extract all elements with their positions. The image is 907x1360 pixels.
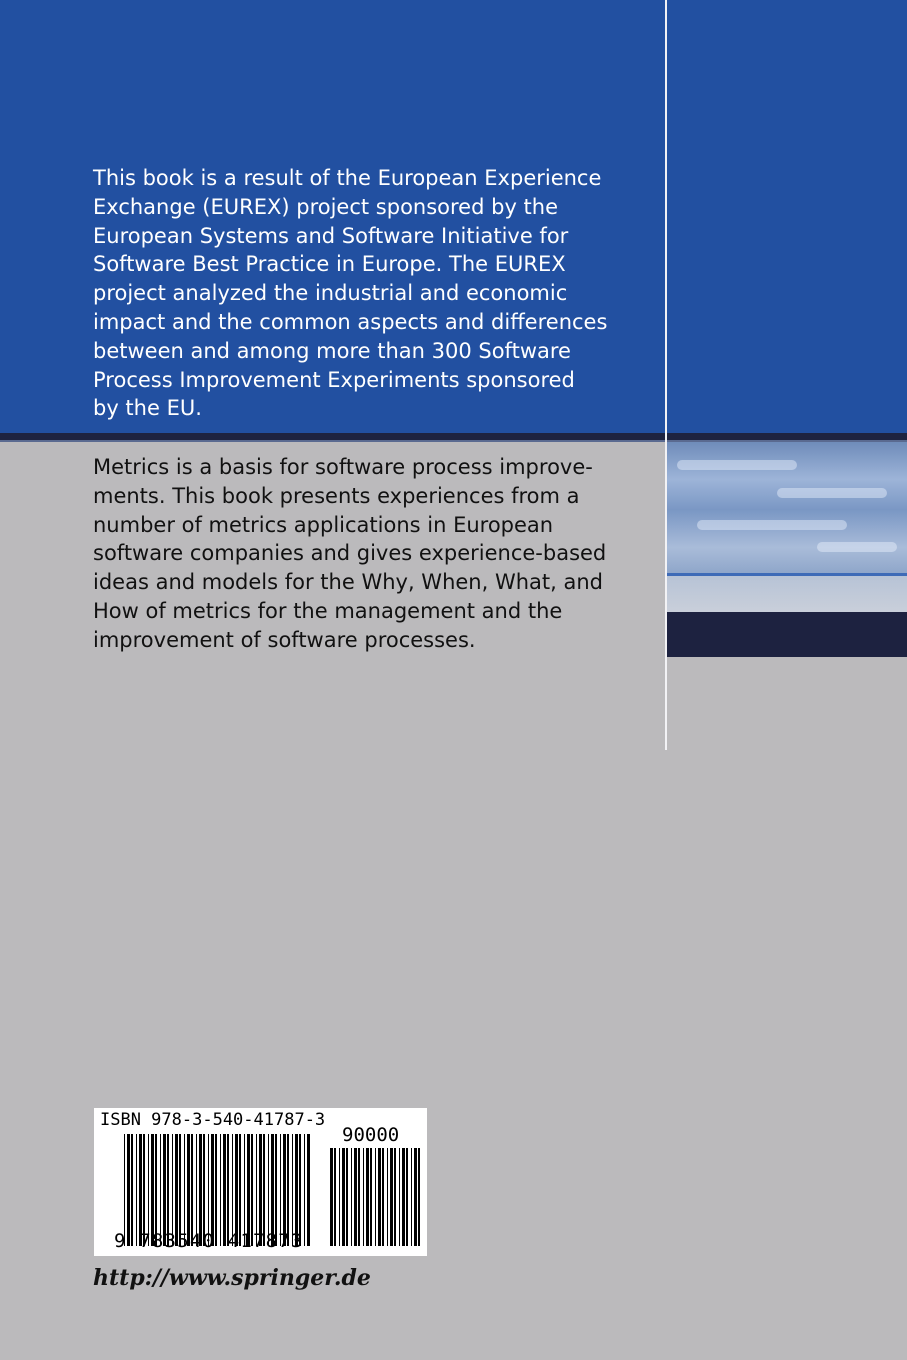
- publisher-url[interactable]: http://www.springer.de: [93, 1265, 371, 1291]
- blurb-line: Software Best Practice in Europe. The EUREX: [93, 252, 566, 277]
- barcode-bar: [418, 1148, 420, 1246]
- blurb-line: impact and the common aspects and differences: [93, 309, 608, 334]
- blurb-line: European Systems and Software Initiative for: [93, 223, 569, 248]
- blurb-line: Process Improvement Experiments sponsored: [93, 367, 575, 392]
- barcode-bar: [330, 1148, 333, 1246]
- blurb-line: improvement of software processes.: [93, 627, 476, 652]
- blurb-line: between and among more than 300 Software: [93, 338, 571, 363]
- barcode-bar: [307, 1134, 310, 1246]
- barcode-bar: [339, 1148, 340, 1246]
- cover-photo-strip: [667, 442, 907, 612]
- barcode-bar: [411, 1148, 412, 1246]
- blurb-bottom: [93, 453, 613, 655]
- barcode-bar: [390, 1148, 393, 1246]
- barcode-bar: [358, 1148, 360, 1246]
- barcode-bar: [387, 1148, 388, 1246]
- blurb-line: project analyzed the industrial and economic: [93, 281, 568, 306]
- barcode-bar: [378, 1148, 381, 1246]
- barcode-bar: [342, 1148, 345, 1246]
- blurb-line: by the EU.: [93, 396, 202, 421]
- isbn-barcode: [94, 1108, 427, 1256]
- blurb-line: Exchange (EUREX) project sponsored by the: [93, 194, 559, 219]
- barcode-bar: [304, 1134, 305, 1246]
- blurb-line: number of metrics applications in European: [93, 512, 554, 537]
- barcode-bar: [399, 1148, 400, 1246]
- blurb-line: Metrics is a basis for software process improve-: [93, 455, 593, 479]
- barcode-bar: [370, 1148, 372, 1246]
- barcode-bar: [414, 1148, 417, 1246]
- blurb-line: software companies and gives experience-based: [93, 541, 607, 566]
- cover-photo-dark-block: [667, 612, 907, 657]
- barcode-bar: [402, 1148, 405, 1246]
- blurb-line: How of metrics for the management and the: [93, 598, 563, 623]
- blurb-top: [93, 164, 613, 423]
- price-code: 90000: [342, 1124, 400, 1146]
- barcode-bar: [363, 1148, 364, 1246]
- barcode-bar: [375, 1148, 376, 1246]
- barcode-bar: [354, 1148, 357, 1246]
- barcode-bar: [334, 1148, 336, 1246]
- blurb-line: This book is a result of the European Experience: [93, 166, 602, 190]
- blurb-line: ments. This book presents experiences from a: [93, 483, 580, 508]
- barcode-bar: [406, 1148, 408, 1246]
- dark-divider-bar: [0, 433, 907, 440]
- blurb-line: ideas and models for the Why, When, What, and: [93, 570, 603, 595]
- barcode-bar: [366, 1148, 369, 1246]
- barcode-bar: [351, 1148, 352, 1246]
- barcode-bar: [382, 1148, 384, 1246]
- barcode-bar: [394, 1148, 396, 1246]
- isbn-label: ISBN 978-3-540-41787-3: [100, 1110, 326, 1130]
- barcode-bar: [346, 1148, 348, 1246]
- ean-digits: 9 783540 417873: [114, 1230, 304, 1252]
